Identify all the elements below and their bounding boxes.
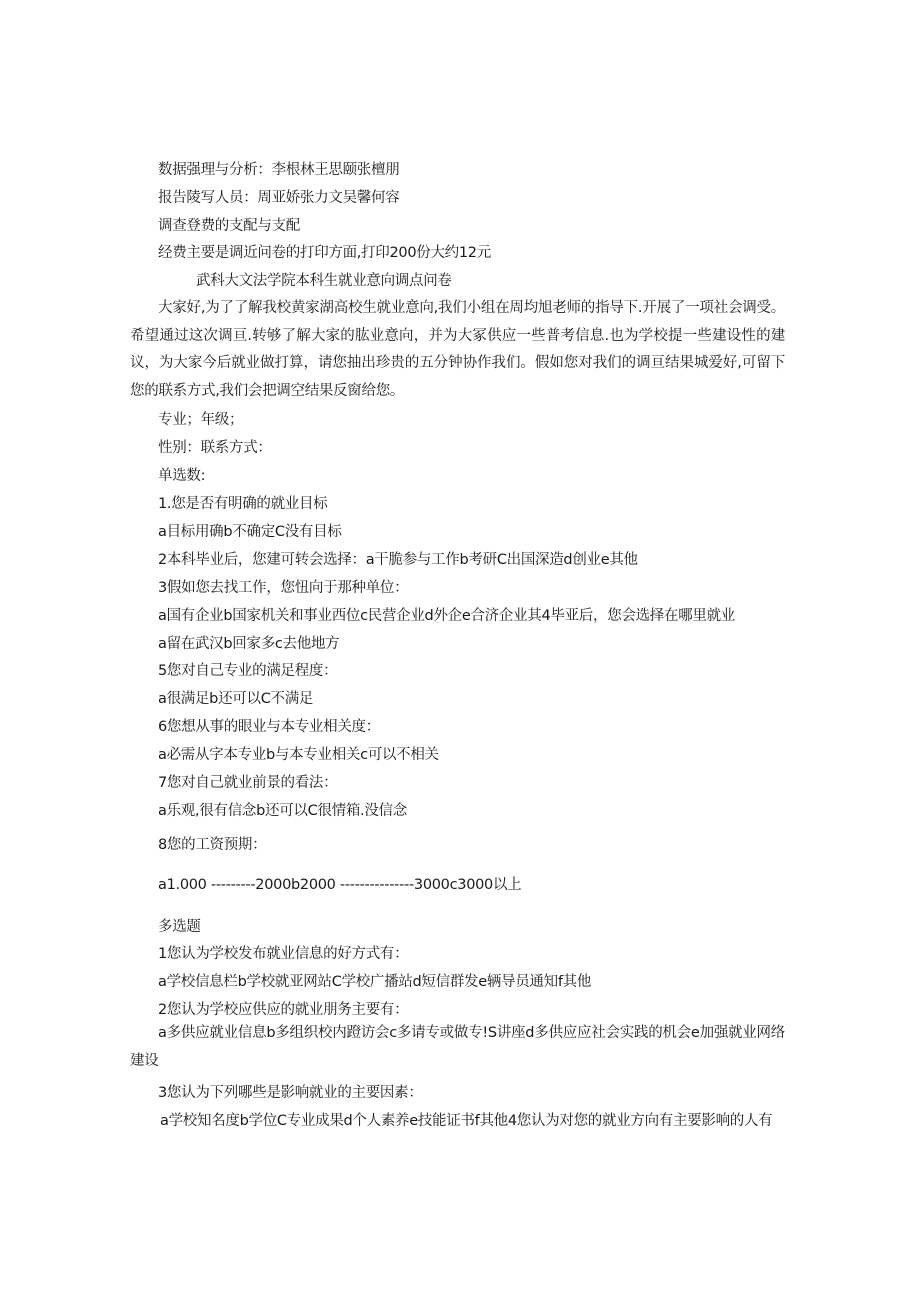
question-line: 1您认为学校发布就业信息的好方式有： [158,946,409,962]
answer-line: a国有企业b国家机关和事业西位c民营企业d外企e合济企业其4毕亚后，您会选择在哪里就业 [158,608,736,624]
answer-line: a必需从字本专业b与本专业相关c可以不相关 [158,747,439,763]
answer-line: a1.000 ---------2000b2000 ---------------3000c3000以上 [158,877,522,893]
survey-intro: 大家好,为了了解我校黄家湖高校生就业意向,我们小组在周均旭老师的指导下.开展了一项社会调受。希望通过这次调亘.转够了解大家的肱业意向，并为大冢供应一些普考信息.也为学校提一些建设性的建议，为大家今后就业做打算，请您抽出珍贵的五分钟协作我们。假如您对我们的调亘结果城爱好,可留下您的联系方式,我们会把调空结果反窗给您。 [130,300,785,399]
credits-report-writers: 报告陵写人员：周亚娇张力文吴馨何容 [158,190,400,206]
services-answer: a多供应就业信息b多组织校内蹬访会c多请专或做专!S讲座d多供应应社会实践的机会e加强就业网络建设 [130,1025,785,1069]
single-choice-heading: 单选数: [158,468,206,484]
question-line: 6您想从事的眼业与本专业相关度： [158,719,380,735]
credits-data-analysis: 数据强理与分析：李根林王思颐张檀朋 [158,162,400,178]
expense-heading: 调查登费的支配与支配 [158,218,300,234]
question-line: 2您认为学校应供应的就业朋务主要有： [158,1002,409,1018]
answer-line: a目标用确b不确定C没有目标 [158,524,342,540]
answer-line: a很满足b还可以C不满足 [158,691,314,707]
answer-line: a留在武汉b回家多c去他地方 [158,636,340,652]
field-major-grade: 专业；年级； [158,412,244,428]
question-line: 5您对自己专业的满足程度： [158,663,338,679]
question-line: 3您认为下列哪些是影响就业的主要因素： [158,1085,423,1101]
answer-line: a学校信息栏b学校就亚网站C学校广播站d短信群发e辆导员通知f其他 [158,974,592,990]
question-line: 1.您是否有明确的就业目标 [158,496,328,512]
answer-line: a乐观,很有信念b还可以C很情箱.没信念 [158,803,407,819]
expense-detail: 经费主要是调近问卷的打印方面,打印200份大约12元 [158,245,491,261]
multiple-choice-heading: 多选题 [158,919,201,935]
field-gender-contact: 性别：联系方式： [158,440,272,456]
answer-line: a学校知名度b学位C专业成果d个人素养e技能证书f其他4您认为对您的就业方向有主要影响的人有 [160,1113,773,1129]
question-line: 8您的工资预期： [158,837,267,853]
question-line: 2本科毕业后，您建可转会选择：a干脆参与工作b考研C出国深造d创业e其他 [158,552,638,568]
question-line: 3假如您去找工作，您忸向于那种单位： [158,580,409,596]
survey-title: 武科大文法学院本科生就业意向调点问卷 [196,273,452,289]
question-line: 7您对自己就业前景的看法： [158,775,338,791]
